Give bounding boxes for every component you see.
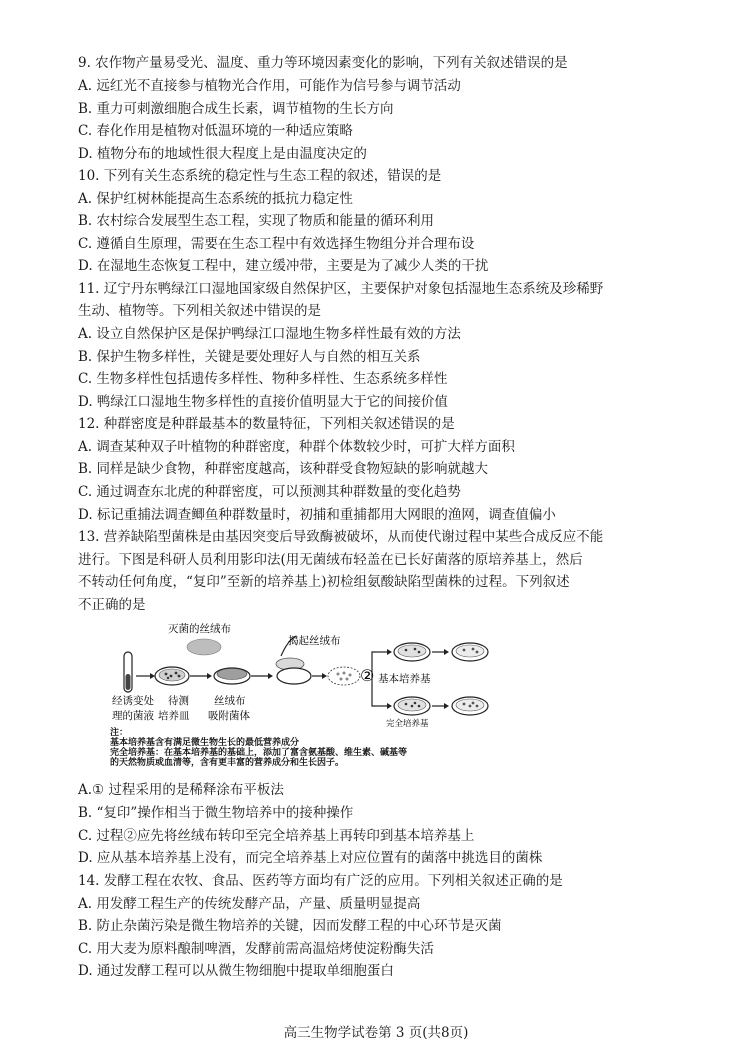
q14-option-b: B. 防止杂菌污染是微生物培养的关键，因而发酵工程的中心环节是灭菌 [78, 918, 502, 934]
figure-note-line1: 基本培养基含有满足微生物生长的最低营养成分 [110, 738, 300, 748]
q13-stem-line3: 不转动任何角度，“复印”至新的培养基上)初检组氨酸缺陷型菌株的过程。下列叙述 [78, 574, 570, 590]
label-complete-medium: 完全培养基 [386, 719, 429, 729]
q10-option-a: A. 保护红树林能提高生态系统的抵抗力稳定性 [78, 191, 353, 207]
q14-stem: 14. 发酵工程在农牧、食品、医药等方面均有广泛的应用。下列相关叙述正确的是 [78, 873, 563, 889]
test-tube-icon [124, 652, 132, 692]
figure-note-line2: 完全培养基：在基本培养基的基础上，添加了富含氨基酸、维生素、碱基等 [110, 748, 408, 758]
q12-option-c: C. 通过调查东北虎的种群密度，可以预测其种群数量的变化趋势 [78, 484, 461, 500]
q9-option-a: A. 远红光不直接参与植物光合作用，可能作为信号参与调节活动 [78, 78, 461, 94]
label-mutagen-line1: 经诱变处 [112, 695, 154, 707]
q12-stem: 12. 种群密度是种群最基本的数量特征，下列相关叙述错误的是 [78, 416, 455, 432]
step-2-label: ② [360, 666, 375, 685]
imprinted-cloth-icon [328, 667, 360, 685]
q10-option-b: B. 农村综合发展型生态工程，实现了物质和能量的循环利用 [78, 213, 435, 229]
label-plate-line2: 培养皿 [158, 710, 190, 722]
page-footer: 高三生物学试卷第 3 页(共8页) [283, 1025, 469, 1041]
q12-option-a: A. 调查某种双子叶植物的种群密度，种群个体数较少时，可扩大样方面积 [78, 439, 515, 455]
q11-stem-line1: 11. 辽宁丹东鸭绿江口湿地国家级自然保护区，主要保护对象包括湿地生态系统及珍稀野 [78, 281, 604, 297]
figure-note-line3: 的天然物质或血清等，含有更丰富的营养成分和生长因子。 [110, 758, 345, 768]
label-absorb-line2: 吸附菌体 [208, 710, 250, 722]
q13-option-b: B. “复印”操作相当于微生物培养中的接种操作 [78, 805, 354, 821]
q12-option-d: D. 标记重捕法调查鲫鱼种群数量时，初捕和重捕都用大网眼的渔网，调查值偏小 [78, 507, 556, 523]
q9-stem: 9. 农作物产量易受光、温度、重力等环境因素变化的影响，下列有关叙述错误的是 [78, 55, 568, 71]
label-basic-medium: 基本培养基 [378, 673, 431, 685]
complete-medium-plate-icon [394, 697, 430, 715]
q11-option-c: C. 生物多样性包括遗传多样性、物种多样性、生态系统多样性 [78, 371, 448, 387]
velvet-cloth-icon [187, 639, 221, 655]
basic-result-plate-icon [452, 643, 488, 661]
q11-option-d: D. 鸭绿江口湿地生物多样性的直接价值明显大于它的间接价值 [78, 394, 448, 410]
q9-option-b: B. 重力可刺激细胞合成生长素，调节植物的生长方向 [78, 101, 394, 117]
q13-option-a: A.① 过程采用的是稀释涂布平板法 [78, 782, 284, 798]
original-plate-icon [155, 667, 189, 685]
q12-option-b: B. 同样是缺少食物，种群密度越高，该种群受食物短缺的影响就越大 [78, 461, 489, 477]
q9-option-d: D. 植物分布的地域性很大程度上是由温度决定的 [78, 146, 367, 162]
basic-medium-plate-icon [394, 643, 430, 661]
q10-stem: 10. 下列有关生态系统的稳定性与生态工程的叙述，错误的是 [78, 168, 442, 184]
label-sterile-cloth: 灭菌的丝绒布 [168, 623, 231, 635]
q11-option-a: A. 设立自然保护区是保护鸭绿江口湿地生物多样性最有效的方法 [78, 326, 461, 342]
q10-option-d: D. 在湿地生态恢复工程中，建立缓冲带，主要是为了减少人类的干扰 [78, 258, 489, 274]
q14-option-d: D. 通过发酵工程可以从微生物细胞中提取单细胞蛋白 [78, 963, 394, 979]
q13-stem-line2: 进行。下图是科研人员利用影印法(用无菌绒布轻盖在已长好菌落的原培养基上，然后 [78, 552, 583, 568]
q13-option-d: D. 应从基本培养基上没有，而完全培养基上对应位置有的菌落中挑选目的菌株 [78, 850, 543, 866]
complete-result-plate-icon [452, 697, 488, 715]
figure-note-head: 注： [110, 728, 129, 738]
label-lift-cloth: 揭起丝绒布 [288, 635, 341, 647]
q10-option-c: C. 遵循自生原理，需要在生态工程中有效选择生物组分并合理布设 [78, 236, 475, 252]
pressing-plate-icon [214, 668, 250, 684]
label-absorb-line1: 丝绒布 [214, 695, 246, 707]
q13-option-c: C. 过程②应先将丝绒布转印至完全培养基上再转印到基本培养基上 [78, 828, 475, 844]
q13-stem-line4: 不正确的是 [78, 597, 146, 613]
q11-option-b: B. 保护生物多样性，关键是要处理好人与自然的相互关系 [78, 349, 421, 365]
q9-option-c: C. 春化作用是植物对低温环境的一种适应策略 [78, 123, 353, 139]
q11-stem-line2: 生动、植物等。下列相关叙述中错误的是 [78, 303, 321, 319]
q14-option-c: C. 用大麦为原料酿制啤酒，发酵前需高温焙烤使淀粉酶失活 [78, 941, 434, 957]
label-plate-line1: 待测 [168, 695, 189, 707]
label-mutagen-line2: 理的菌液 [112, 710, 154, 722]
q14-option-a: A. 用发酵工程生产的传统发酵产品，产量、质量明显提高 [78, 896, 421, 912]
q13-stem-line1: 13. 营养缺陷型菌株是由基因突变后导致酶被破坏，从而使代谢过程中某些合成反应不能 [78, 529, 604, 545]
